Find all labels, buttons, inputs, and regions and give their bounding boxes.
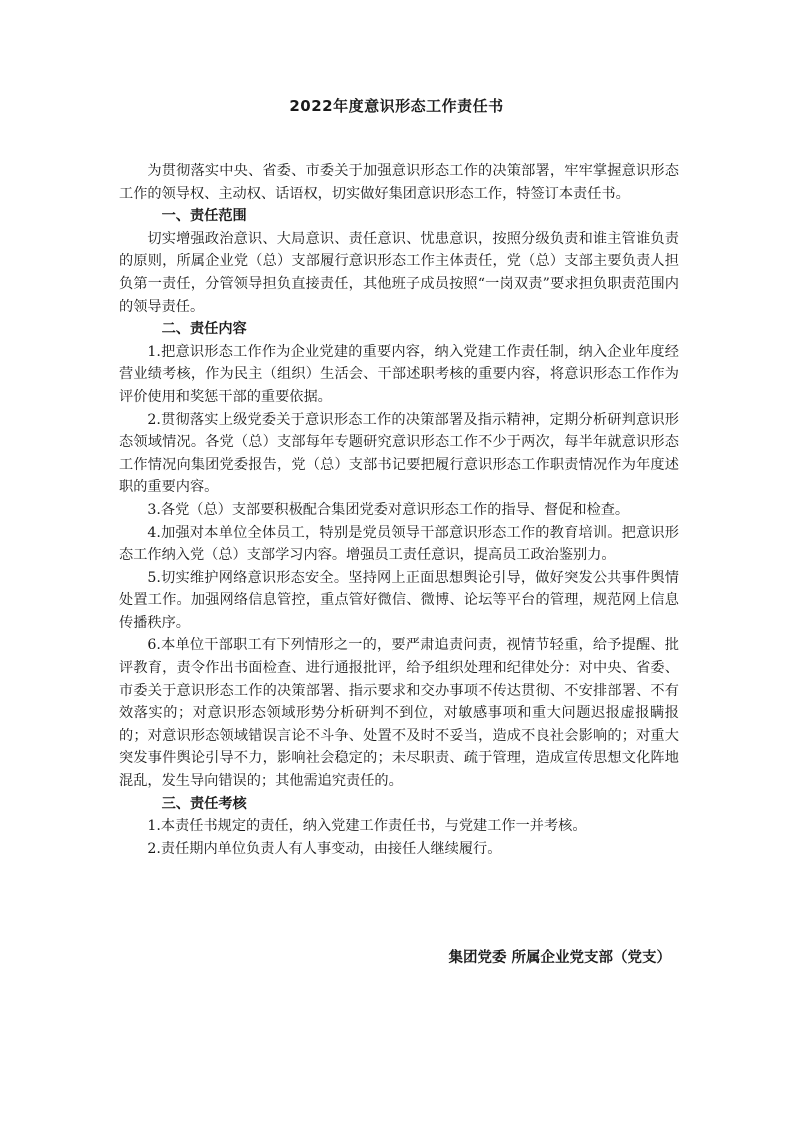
content-item-5: 5.切实维护网络意识形态安全。坚持网上正面思想舆论引导，做好突发公共事件舆情处置工作。加强网络信息管控，重点管好微信、微博、论坛等平台的管理，规范网上信息传播秩序。 (119, 569, 679, 631)
section-heading-scope: 一、责任范围 (161, 208, 247, 225)
assessment-item-1: 1.本责任书规定的责任，纳入党建工作责任书，与党建工作一并考核。 (147, 818, 587, 835)
scope-paragraph: 切实增强政治意识、大局意识、责任意识、忧患意识，按照分级负责和谁主管谁负责的原则，所属企业党（总）支部履行意识形态工作主体责任，党（总）支部主要负责人担负第一责任，分管领导担负直接责任，其他班子成员按照“一岗双责”要求担负职责范围内的领导责任。 (119, 230, 679, 315)
assessment-item-2: 2.责任期内单位负责人有人事变动，由接任人继续履行。 (147, 840, 502, 857)
section-heading-content: 二、责任内容 (161, 321, 247, 338)
section-heading-assessment: 三、责任考核 (161, 795, 247, 812)
intro-paragraph: 为贯彻落实中央、省委、市委关于加强意识形态工作的决策部署，牢牢掌握意识形态工作的领导权、主动权、话语权，切实做好集团意识形态工作，特签订本责任书。 (119, 163, 679, 202)
content-item-6: 6.本单位干部职工有下列情形之一的，要严肃追责问责，视情节轻重，给予提醒、批评教育，责令作出书面检查、进行通报批评，给予组织处理和纪律处分：对中央、省委、市委关于意识形态工作的决策部署、指示要求和交办事项不传达贯彻、不安排部署、不有效落实的；对意识形态领域形势分析研判不到位，对敏感事项和重大问题迟报虚报瞒报的；对意识形态领域错误言论不斗争、处置不及时不妥当，造成不良社会影响的；对重大突发事件舆论引导不力，影响社会稳定的；未尽职责、疏于管理，造成宣传思想文化阵地混乱，发生导向错误的；其他需追究责任的。 (119, 637, 679, 790)
document-title: 2022年度意识形态工作责任书 (289, 97, 504, 115)
document-body (119, 160, 679, 860)
content-item-4: 4.加强对本单位全体员工，特别是党员领导干部意识形态工作的教育培训。把意识形态工作纳入党（总）支部学习内容。增强员工责任意识，提高员工政治鉴别力。 (119, 524, 679, 564)
content-item-1: 1.把意识形态工作作为企业党建的重要内容，纳入党建工作责任制，纳入企业年度经营业绩考核，作为民主（组织）生活会、干部述职考核的重要内容，将意识形态工作作为评价使用和奖惩干部的重要依据。 (119, 343, 679, 405)
content-item-2: 2.贯彻落实上级党委关于意识形态工作的决策部署及指示精神，定期分析研判意识形态领域情况。各党（总）支部每年专题研究意识形态工作不少于两次，每半年就意识形态工作情况向集团党委报告，党（总）支部书记要把履行意识形态工作职责情况作为年度述职的重要内容。 (119, 411, 679, 496)
signature-line: 集团党委 所属企业党支部（党支） (448, 950, 671, 966)
content-item-3: 3.各党（总）支部要积极配合集团党委对意识形态工作的指导、督促和检查。 (147, 501, 630, 518)
